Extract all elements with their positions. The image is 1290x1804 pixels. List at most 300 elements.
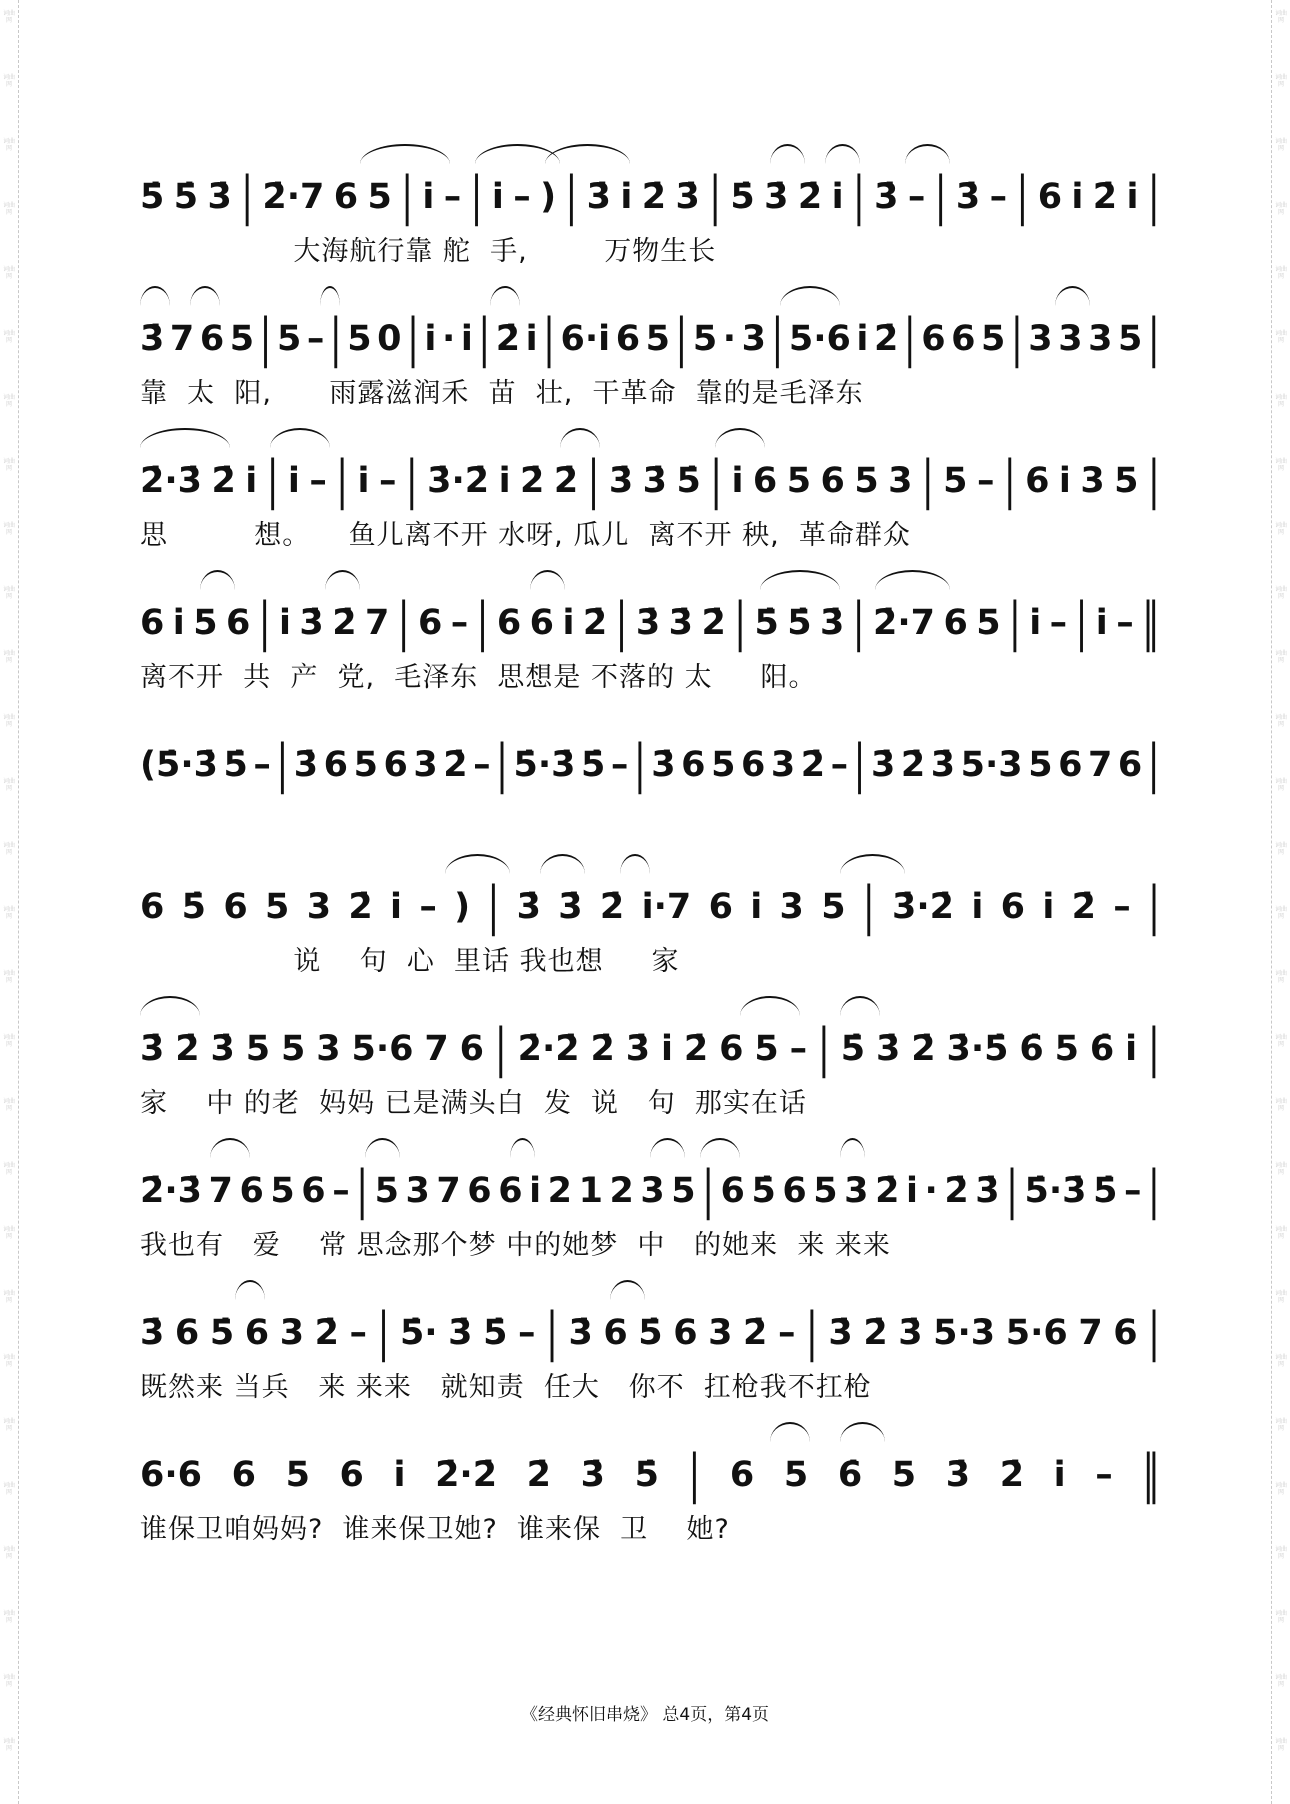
slur-mark xyxy=(875,570,950,590)
page-footer: 《经典怀旧串烧》 总4页，第4页 xyxy=(520,1705,770,1725)
note: 5 xyxy=(281,1028,306,1069)
note: 2̇ xyxy=(875,1170,900,1211)
note: – xyxy=(332,1170,350,1211)
barline: | xyxy=(405,450,418,511)
note: 2̇ xyxy=(797,176,823,217)
note: i̇ xyxy=(287,460,300,501)
note: 6 xyxy=(417,602,443,643)
slur-mark xyxy=(610,1280,645,1300)
barline: | xyxy=(771,308,784,369)
watermark-glyph: 词曲网 xyxy=(2,1226,15,1240)
note: 5 xyxy=(891,1454,917,1495)
note: i̇ xyxy=(1126,176,1139,217)
note: i̇ xyxy=(1053,1454,1066,1495)
note: 2̇ xyxy=(873,318,899,359)
note: 6 xyxy=(943,602,968,643)
note: 2̇ xyxy=(332,602,357,643)
note: 3 xyxy=(770,744,796,785)
notes-line xyxy=(140,446,1160,516)
watermark-glyph: 词曲网 xyxy=(1274,1098,1287,1112)
barline: | xyxy=(587,450,600,511)
note: – xyxy=(309,460,327,501)
note: 5 xyxy=(1114,460,1139,501)
note: 2̇ xyxy=(175,1028,200,1069)
watermark-glyph: 词曲网 xyxy=(2,1162,15,1176)
barline: | xyxy=(470,166,483,227)
note: 6·i̇ xyxy=(560,318,611,359)
lyrics-line: 思 想。 鱼儿离不开 水呀, 瓜儿 离不开 秧, 革命群众 xyxy=(140,520,911,551)
note: 5̇ xyxy=(209,1312,235,1353)
note: 7 xyxy=(169,318,195,359)
barline: | xyxy=(934,166,947,227)
slur-mark xyxy=(770,1422,810,1442)
note: i̇ xyxy=(620,176,633,217)
watermark-glyph: 词曲网 xyxy=(1274,1738,1287,1752)
note: 3̇ xyxy=(299,602,324,643)
watermark-glyph: 词曲网 xyxy=(1274,522,1287,536)
note: i̇ xyxy=(831,176,844,217)
note: i̇ xyxy=(529,1170,542,1211)
barline: | xyxy=(734,592,747,653)
barline: | xyxy=(401,166,414,227)
note: 5̇ xyxy=(173,176,199,217)
note: 2̇·7 xyxy=(262,176,325,217)
watermark-glyph: 词曲网 xyxy=(1274,10,1287,24)
barline: | xyxy=(546,1302,558,1363)
watermark-glyph: 词曲网 xyxy=(2,1546,15,1560)
watermark-glyph: 词曲网 xyxy=(1274,842,1287,856)
barline: | xyxy=(494,1018,507,1079)
barline: | xyxy=(675,308,688,369)
note: 7 xyxy=(424,1028,449,1069)
watermark-glyph: 词曲网 xyxy=(2,330,15,344)
watermark-glyph: 词曲网 xyxy=(2,906,15,920)
note: 6 xyxy=(323,744,349,785)
note: 3̇·2̇ xyxy=(892,886,955,927)
note: 5 xyxy=(786,460,812,501)
note: 6 xyxy=(301,1170,326,1211)
note: 6 xyxy=(603,1312,628,1353)
barline: | xyxy=(1016,166,1029,227)
note: 5̇ xyxy=(140,176,165,217)
note: 2̇ xyxy=(599,886,625,927)
note: 5 xyxy=(285,1454,310,1495)
note: 3̇ xyxy=(875,1028,901,1069)
barline: | xyxy=(1075,592,1088,653)
note: 3̇ xyxy=(898,1312,923,1353)
watermark-glyph: 词曲网 xyxy=(1274,138,1287,152)
barline: | xyxy=(1147,308,1160,369)
slur-mark xyxy=(365,1138,400,1158)
numbered-musical-score xyxy=(140,130,1160,1550)
note: – xyxy=(1095,1454,1113,1495)
note: 3 xyxy=(779,886,804,927)
notes-line xyxy=(140,872,1160,942)
notes-line xyxy=(140,304,1160,374)
note: 2̇ xyxy=(1092,176,1118,217)
note: 5̇ xyxy=(840,1028,866,1069)
barline: | xyxy=(862,876,875,937)
note: 3 xyxy=(1028,318,1053,359)
score-system xyxy=(140,1124,1160,1266)
slur-mark xyxy=(545,144,630,164)
watermark-glyph: 词曲网 xyxy=(2,1290,15,1304)
note: 5 xyxy=(783,1454,809,1495)
note: · xyxy=(441,318,456,359)
note: 5 xyxy=(347,318,372,359)
barline: | xyxy=(565,166,578,227)
note: 2̇·3̇ xyxy=(140,460,203,501)
watermark-glyph: 词曲网 xyxy=(2,586,15,600)
note: 2̇ xyxy=(590,1028,615,1069)
note: 6 xyxy=(239,1170,264,1211)
note: – xyxy=(989,176,1008,217)
note: 2̇ xyxy=(348,886,373,927)
note: 5 xyxy=(645,318,670,359)
watermark-glyph: 词曲网 xyxy=(2,394,15,408)
watermark-glyph: 词曲网 xyxy=(2,1674,15,1688)
score-system xyxy=(140,1408,1160,1550)
note: i̇ xyxy=(424,318,437,359)
watermark-glyph: 词曲网 xyxy=(1274,778,1287,792)
note: 2̇ xyxy=(582,602,608,643)
barline: | xyxy=(1147,450,1160,511)
note: – xyxy=(518,1312,536,1353)
note: 5·6 xyxy=(351,1028,414,1069)
barline: | xyxy=(1148,876,1160,937)
watermark-glyph: 词曲网 xyxy=(2,1034,15,1048)
note: 5̇· xyxy=(399,1312,438,1353)
note: 5 xyxy=(754,1028,779,1069)
watermark-glyph: 词曲网 xyxy=(1274,266,1287,280)
slur-mark xyxy=(905,144,950,164)
note: 3̇ xyxy=(448,1312,473,1353)
note: 2̇ xyxy=(701,602,726,643)
note: 7 xyxy=(364,602,390,643)
watermark-glyph: 词曲网 xyxy=(2,970,15,984)
note: 6 xyxy=(333,176,359,217)
lyrics-line: 我也有 爱 常 思念那个梦 中的她梦 中 的她来 来 来来 xyxy=(140,1230,891,1261)
note: – xyxy=(473,744,491,785)
note: 5̇ xyxy=(638,1312,663,1353)
watermark-glyph: 词曲网 xyxy=(1274,1354,1287,1368)
slur-mark xyxy=(780,286,840,306)
notes-line xyxy=(140,1156,1160,1226)
note: 6 xyxy=(1037,176,1063,217)
note: 2̇ xyxy=(863,1312,888,1353)
note: i̇ xyxy=(460,318,473,359)
note: 2̇ xyxy=(999,1454,1025,1495)
note: ) xyxy=(454,886,471,927)
slur-mark xyxy=(325,570,360,590)
note: 3 xyxy=(405,1170,430,1211)
note: 6 xyxy=(782,1170,807,1211)
slur-mark xyxy=(210,1138,250,1158)
note: 2̇ xyxy=(944,1170,969,1211)
note: 3 xyxy=(1088,318,1113,359)
note: 6 xyxy=(740,744,766,785)
note: – xyxy=(830,744,849,785)
note: i̇·7 xyxy=(641,886,692,927)
note: 6 xyxy=(383,744,408,785)
note: 3 xyxy=(708,1312,733,1353)
note: 5̇ xyxy=(787,602,812,643)
note: 6 xyxy=(615,318,641,359)
note: 6 xyxy=(339,1454,364,1495)
note: 2̇·7 xyxy=(873,602,936,643)
note: i̇ xyxy=(1058,460,1071,501)
note: 2̇ xyxy=(314,1312,339,1353)
watermark-glyph: 词曲网 xyxy=(1274,74,1287,88)
note: 6 xyxy=(174,1312,200,1353)
note: 5·3 xyxy=(960,744,1023,785)
note: – xyxy=(789,1028,808,1069)
watermark-glyph: 词曲网 xyxy=(1274,1674,1287,1688)
note: 3̇ xyxy=(558,886,583,927)
watermark-glyph: 词曲网 xyxy=(2,10,15,24)
barline: | xyxy=(478,308,491,369)
note: 3̇ xyxy=(140,1028,165,1069)
barline: ‖ xyxy=(1142,592,1160,653)
note: 3 xyxy=(1080,460,1105,501)
note: 5̇ xyxy=(1093,1170,1118,1211)
note: i̇ xyxy=(422,176,435,217)
barline: | xyxy=(806,1302,818,1363)
barline: | xyxy=(377,1302,390,1363)
barline: | xyxy=(710,450,723,511)
notes-line xyxy=(140,588,1160,658)
note: 3̇ xyxy=(580,1454,605,1495)
note: 5 xyxy=(229,318,255,359)
barline: | xyxy=(1009,592,1021,653)
note: 6 xyxy=(729,1454,755,1495)
note: i̇ xyxy=(525,318,538,359)
note: 3 xyxy=(316,1028,341,1069)
note: 3̇ xyxy=(945,1454,971,1495)
barline: | xyxy=(633,734,646,795)
note: i̇ xyxy=(1029,602,1042,643)
note: i̇ xyxy=(1042,886,1055,927)
watermark-glyph: 词曲网 xyxy=(2,1610,15,1624)
watermark-glyph: 词曲网 xyxy=(1274,1226,1287,1240)
note: 5̇ xyxy=(581,744,606,785)
barline: | xyxy=(276,734,289,795)
note: 5 xyxy=(374,1170,399,1211)
note: 5 xyxy=(813,1170,838,1211)
barline: | xyxy=(818,1018,830,1079)
watermark-glyph: 词曲网 xyxy=(1274,714,1287,728)
slur-mark xyxy=(840,996,880,1016)
note: 2̇·3̇ xyxy=(140,1170,203,1211)
note: 5 xyxy=(711,744,736,785)
note: 6 xyxy=(1117,744,1143,785)
note: 2̇ xyxy=(520,460,545,501)
note: 3 xyxy=(1058,318,1083,359)
note: 5 xyxy=(1028,744,1053,785)
note: i̇ xyxy=(357,460,370,501)
barline: | xyxy=(329,308,342,369)
note: 3̇·5̇ xyxy=(946,1028,1009,1069)
note: 2̇ xyxy=(641,176,667,217)
slur-mark xyxy=(740,996,800,1016)
slur-mark xyxy=(620,854,650,874)
barline: | xyxy=(853,734,866,795)
note: 1 xyxy=(578,1170,603,1211)
note: 5 xyxy=(1118,318,1143,359)
note: 3̇ xyxy=(140,1312,165,1353)
note: 5 xyxy=(367,176,392,217)
watermark-glyph: 词曲网 xyxy=(2,74,15,88)
note: 2̇ xyxy=(495,318,521,359)
slur-mark xyxy=(360,144,450,164)
note: 3 xyxy=(888,460,913,501)
score-system xyxy=(140,556,1160,698)
note: 6 xyxy=(1113,1312,1138,1353)
barline: | xyxy=(356,1160,369,1221)
lyrics-line: 大海航行靠 舵 手, 万物生长 xyxy=(140,236,717,267)
watermark-glyph: 词曲网 xyxy=(2,1738,15,1752)
note: 6 xyxy=(498,1170,523,1211)
note: i̇ xyxy=(498,460,511,501)
note: 5̇ xyxy=(676,460,701,501)
note: 5 xyxy=(976,602,1001,643)
watermark-glyph: 词曲网 xyxy=(2,1482,15,1496)
note: 6 xyxy=(720,1170,745,1211)
note: 0 xyxy=(377,318,402,359)
note: – xyxy=(907,176,926,217)
note: 3̇·2̇ xyxy=(427,460,490,501)
note: 3̇ xyxy=(586,176,611,217)
note: 5 xyxy=(245,1028,271,1069)
note: (5̇·3̇ xyxy=(140,744,218,785)
note: 6 xyxy=(752,460,778,501)
slur-mark xyxy=(235,1280,265,1300)
note: 3̇ xyxy=(675,176,700,217)
watermark-glyph: 词曲网 xyxy=(1274,458,1287,472)
note: 5 xyxy=(854,460,879,501)
note: 6 xyxy=(820,460,845,501)
note: – xyxy=(443,176,462,217)
watermark-glyph: 词曲网 xyxy=(2,842,15,856)
lyrics-line: 离不开 共 产 党, 毛泽东 思想是 不落的 太 阳。 xyxy=(140,662,817,693)
note: 6 xyxy=(1058,744,1083,785)
note: 6 xyxy=(459,1028,485,1069)
barline: | xyxy=(702,1160,714,1221)
slur-mark xyxy=(700,1138,740,1158)
note: 3 xyxy=(279,1312,305,1353)
note: 3̇ xyxy=(608,460,634,501)
note: 6 xyxy=(719,1028,744,1069)
slur-mark xyxy=(560,428,600,448)
note: 3̇ xyxy=(820,602,845,643)
note: 3 xyxy=(640,1170,665,1211)
note: 2̇·2̇ xyxy=(435,1454,498,1495)
note: 5̇ xyxy=(634,1454,659,1495)
barline: | xyxy=(543,308,555,369)
barline: | xyxy=(1148,1302,1160,1363)
slur-mark xyxy=(770,144,805,164)
note: 3 xyxy=(741,318,766,359)
lyrics-line: 靠 太 阳, 雨露滋润禾 苗 壮, 干革命 靠的是毛泽东 xyxy=(140,378,864,409)
note: 2̇·2̇ xyxy=(517,1028,580,1069)
watermark-glyph: 词曲网 xyxy=(2,138,15,152)
note: – xyxy=(450,602,469,643)
barline: | xyxy=(852,166,865,227)
note: 6 xyxy=(951,318,976,359)
note: 6 xyxy=(225,602,251,643)
note: i̇ xyxy=(856,318,869,359)
barline: | xyxy=(709,166,721,227)
note: 5 xyxy=(981,318,1006,359)
note: – xyxy=(349,1312,368,1353)
note: 2̇ xyxy=(211,460,236,501)
score-system xyxy=(140,982,1160,1124)
note: i̇ xyxy=(562,602,575,643)
note: 3 xyxy=(844,1170,869,1211)
note: i̇ xyxy=(172,602,185,643)
note: 3 xyxy=(413,744,438,785)
note: · xyxy=(924,1170,938,1211)
note: 7 xyxy=(1087,744,1113,785)
note: i̇ xyxy=(1071,176,1084,217)
barline: | xyxy=(688,1444,701,1505)
note: 6̇ xyxy=(1089,1028,1115,1069)
note: 3 xyxy=(306,886,332,927)
watermark-glyph: 词曲网 xyxy=(1274,586,1287,600)
barline: | xyxy=(496,734,508,795)
watermark-glyph: 词曲网 xyxy=(2,778,15,792)
note: 6 xyxy=(223,886,248,927)
note: 5 xyxy=(265,886,290,927)
note: 5 xyxy=(1054,1028,1079,1069)
note: 3̇ xyxy=(828,1312,853,1353)
score-system xyxy=(140,272,1160,414)
notes-line xyxy=(140,730,1160,800)
slur-mark xyxy=(840,1138,865,1158)
barline: | xyxy=(241,166,253,227)
barline: | xyxy=(397,592,410,653)
watermark-glyph: 词曲网 xyxy=(2,522,15,536)
note: 5 xyxy=(821,886,846,927)
slur-mark xyxy=(140,428,230,448)
watermark-glyph: 词曲网 xyxy=(1274,1034,1287,1048)
slur-mark xyxy=(490,286,520,306)
notes-line xyxy=(140,1298,1160,1368)
note: 3̇ xyxy=(955,176,981,217)
note: 2̇ xyxy=(443,744,468,785)
notes-line xyxy=(140,162,1160,232)
note: 5̇·3̇ xyxy=(1024,1170,1087,1211)
note: 6 xyxy=(921,318,946,359)
note: – xyxy=(1049,602,1068,643)
watermark-glyph: 词曲网 xyxy=(1274,1162,1287,1176)
note: 3̇ xyxy=(625,1028,651,1069)
barline: ‖ xyxy=(1142,1444,1160,1505)
slur-mark xyxy=(200,570,235,590)
note: – xyxy=(610,744,629,785)
note: 3̇ xyxy=(870,744,896,785)
note: 5̇ xyxy=(223,744,248,785)
barline: | xyxy=(921,450,934,511)
note: 5 xyxy=(276,318,302,359)
note: – xyxy=(306,318,325,359)
watermark-glyph: 词曲网 xyxy=(1274,394,1287,408)
note: i̇ xyxy=(491,176,504,217)
note: i̇ xyxy=(278,602,291,643)
note: 3̇ xyxy=(516,886,541,927)
barline: | xyxy=(259,308,272,369)
slur-mark xyxy=(760,570,840,590)
